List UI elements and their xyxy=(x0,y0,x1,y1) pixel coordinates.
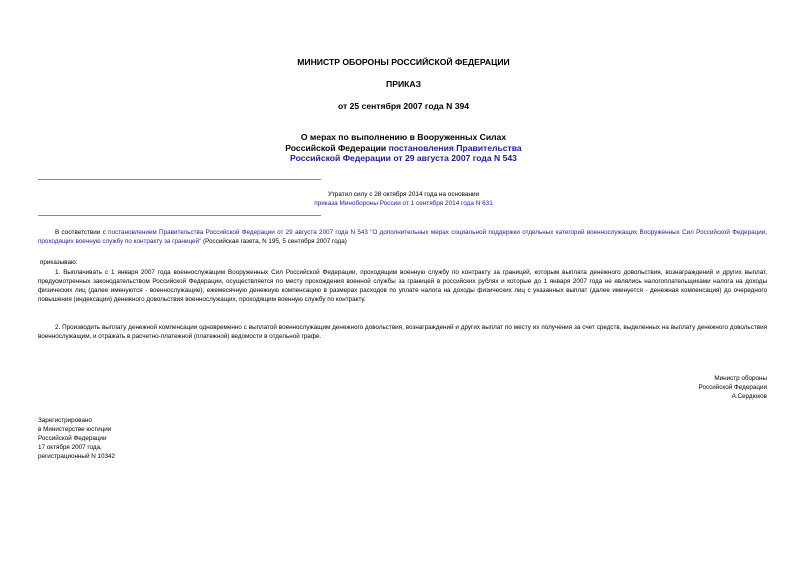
registration-line-3: Российской Федерации xyxy=(38,435,107,442)
document-subject xyxy=(0,132,807,164)
order-item-1: 1. Выплачивать с 1 января 2007 года военнослужащим Вооруженных Сил Российской Федерации, проходящим военную службу по контракту за границей, которым выплата денежного довольствия, вознаграждений и других выплат, предусмотренных законодательством Российской Федерации, осуществляется по месту прохождения военной службы за границей в российских рублях и которые до 1 января 2007 года не являлись налогоплательщиками налога на доходы физических лиц (далее именуются - военнослужащие), ежемесячную денежную компенсацию в размерах расходов по уплате налога на доходы физических лиц с указанных выплат (далее именуется - денежная компенсация) до очередного повышения (индексации) денежного довольствия военнослужащих, проходящим военную службу по контракту. xyxy=(38,269,767,303)
preamble-suffix: (Российская газета, N 195, 5 сентября 2007 года) xyxy=(201,238,347,245)
resolution-543-link[interactable]: постановлением Правительства Российской Федерации от 29 августа 2007 года N 543 "О дополнительных мерах социальной поддержки отдельных категорий военнослужащих Вооруженных Сил Российской Федерации, проходящих военную службу по контракту за границей" xyxy=(38,229,768,245)
registration-line-2: в Министерстве юстиции xyxy=(38,426,112,433)
order-word: приказываю: xyxy=(40,259,78,266)
government-resolution-link-cont[interactable]: Российской Федерации от 29 августа 2007 года N 543 xyxy=(290,153,517,163)
registration-number: регистрационный N 10342 xyxy=(38,453,116,460)
status-note-text: Утратил силу с 28 октября 2014 года на основании xyxy=(327,191,480,198)
document-type: ПРИКАЗ xyxy=(386,79,421,89)
subject-line-2 xyxy=(0,143,807,154)
signer-country: Российской Федерации xyxy=(698,384,767,391)
top-divider xyxy=(38,179,321,180)
registration-block xyxy=(38,416,115,461)
subject-line-1: О мерах по выполнению в Вооруженных Силах xyxy=(300,132,507,142)
document-date-number: от 25 сентября 2007 года N 394 xyxy=(337,101,470,111)
registration-date: 17 октября 2007 года, xyxy=(38,444,102,451)
subject-line-2-text: Российской Федерации xyxy=(285,142,389,153)
status-note xyxy=(0,190,807,208)
bottom-divider xyxy=(38,215,321,216)
preamble-paragraph xyxy=(38,228,767,246)
signer-position: Министр обороны xyxy=(714,375,767,382)
order-item-2: 2. Производить выплату денежной компенсации одновременно с выплатой военнослужащим денежного довольствия, вознаграждений и других выплат по месту их получения за счет средств, выделенных на выплату денежного довольствия военнослужащим, и отражать в расчетно-платежной (платежной) ведомости в отдельной графе. xyxy=(38,324,767,340)
government-resolution-link[interactable]: постановления Правительства xyxy=(388,142,522,153)
signer-name: А.Сердюков xyxy=(731,393,767,400)
preamble-prefix: В соответствии с xyxy=(55,229,109,236)
issuing-authority: МИНИСТР ОБОРОНЫ РОССИЙСКОЙ ФЕДЕРАЦИИ xyxy=(297,57,510,67)
signature-block xyxy=(699,374,767,401)
repeal-order-link[interactable]: приказа Минобороны России от 1 сентября 2014 года N 631 xyxy=(314,200,493,207)
registration-line-1: Зарегистрировано xyxy=(38,417,92,424)
